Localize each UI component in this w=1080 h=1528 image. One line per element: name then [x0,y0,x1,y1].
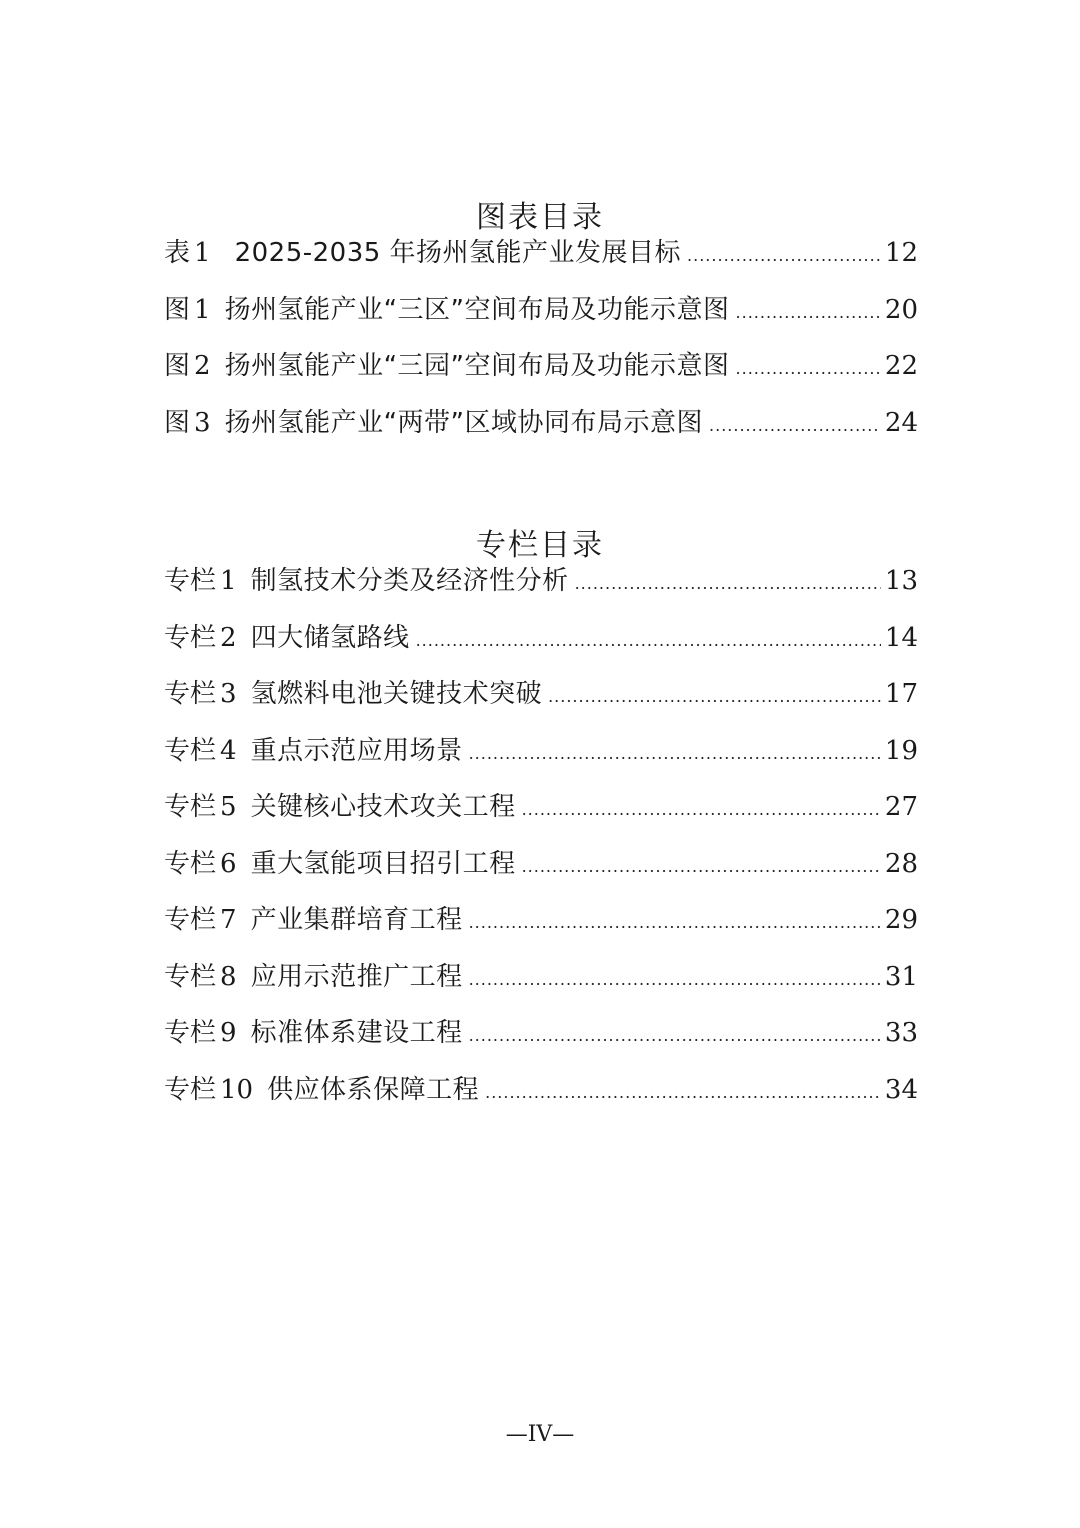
toc-entry-page: 14 [884,622,918,653]
toc-entry-page: 34 [884,1074,918,1105]
toc-entry-page: 20 [884,294,918,325]
toc-entry-title: 关键核心技术攻关工程 [250,792,516,822]
toc-entry-label: 图 1 [164,294,211,325]
toc-entry-label: 专栏 6 [164,848,237,879]
toc-entry-page: 28 [884,848,918,879]
toc-entry-page: 19 [884,735,918,766]
toc-entry[interactable] [164,294,918,354]
toc-entry-title: 四大储氢路线 [250,622,410,653]
toc-entry-title: 扬州氢能产业“三区”空间布局及功能示意图 [224,294,730,325]
toc-entry[interactable] [164,568,918,625]
toc-entry-page: 31 [884,961,918,992]
toc-dot-leader [469,972,881,988]
toc-entry-page: 29 [884,905,918,935]
toc-dot-leader [469,915,881,931]
toc-entry[interactable] [164,1020,918,1077]
toc-entry[interactable] [164,848,918,908]
toc-entry-page: 27 [884,792,918,822]
toc-entry-title: 扬州氢能产业“两带”区域协同布局示意图 [224,407,704,438]
toc-dot-leader [548,689,881,705]
toc-entry-title: 2025-2035 年扬州氢能产业发展目标 [234,238,682,268]
toc-dot-leader [522,802,881,818]
toc-dot-leader [736,361,881,377]
toc-entry-title: 标准体系建设工程 [250,1018,463,1048]
toc-dot-leader [469,1028,881,1044]
toc-entry[interactable] [164,1074,918,1134]
toc-entry-label: 专栏 5 [164,792,237,822]
toc-entry-page: 22 [884,351,918,381]
toc-dot-leader [416,633,881,649]
toc-entry-page: 13 [884,566,918,596]
toc-entry-title: 产业集群培育工程 [250,905,463,935]
columns-section-title: 专栏目录 [476,528,604,563]
toc-dot-leader [709,418,881,434]
toc-entry[interactable] [164,240,918,297]
toc-dot-leader [485,1085,881,1101]
toc-entry[interactable] [164,961,918,1021]
toc-entry-page: 17 [884,679,918,709]
toc-entry-label: 专栏 10 [164,1074,254,1105]
toc-entry-label: 图 3 [164,407,211,438]
toc-entry-label: 专栏 3 [164,679,237,709]
toc-entry-title: 重大氢能项目招引工程 [250,848,516,879]
toc-entry-title: 氢燃料电池关键技术突破 [250,679,543,709]
toc-entry-label: 专栏 7 [164,905,237,935]
toc-entry[interactable] [164,353,918,410]
toc-entry-title: 应用示范推广工程 [250,961,463,992]
figures-section-title: 图表目录 [476,200,604,235]
toc-entry-title: 扬州氢能产业“三园”空间布局及功能示意图 [224,351,730,381]
toc-entry-label: 专栏 4 [164,735,237,766]
toc-entry-title: 供应体系保障工程 [267,1074,480,1105]
toc-entry[interactable] [164,907,918,964]
toc-dot-leader [687,248,881,264]
toc-entry-page: 33 [884,1018,918,1048]
toc-entry[interactable] [164,407,918,467]
toc-entry-page: 12 [884,238,918,268]
toc-entry-title: 重点示范应用场景 [250,735,463,766]
toc-entry[interactable] [164,681,918,738]
toc-entry-label: 专栏 9 [164,1018,237,1048]
toc-entry-label: 专栏 2 [164,622,237,653]
toc-dot-leader [469,746,881,762]
toc-entry-page: 24 [884,407,918,438]
toc-entry-label: 表 1 [164,238,211,268]
toc-entry[interactable] [164,794,918,851]
toc-dot-leader [736,305,881,321]
toc-entry-label: 专栏 1 [164,566,237,596]
toc-entry-label: 图 2 [164,351,211,381]
toc-entry-title: 制氢技术分类及经济性分析 [250,566,569,596]
page-number: —IV— [505,1422,575,1447]
toc-entry[interactable] [164,735,918,795]
toc-dot-leader [575,576,881,592]
toc-entry[interactable] [164,622,918,682]
toc-entry-label: 专栏 8 [164,961,237,992]
figures-toc-list [164,240,918,466]
toc-dot-leader [522,859,881,875]
columns-toc-list [164,568,918,1133]
